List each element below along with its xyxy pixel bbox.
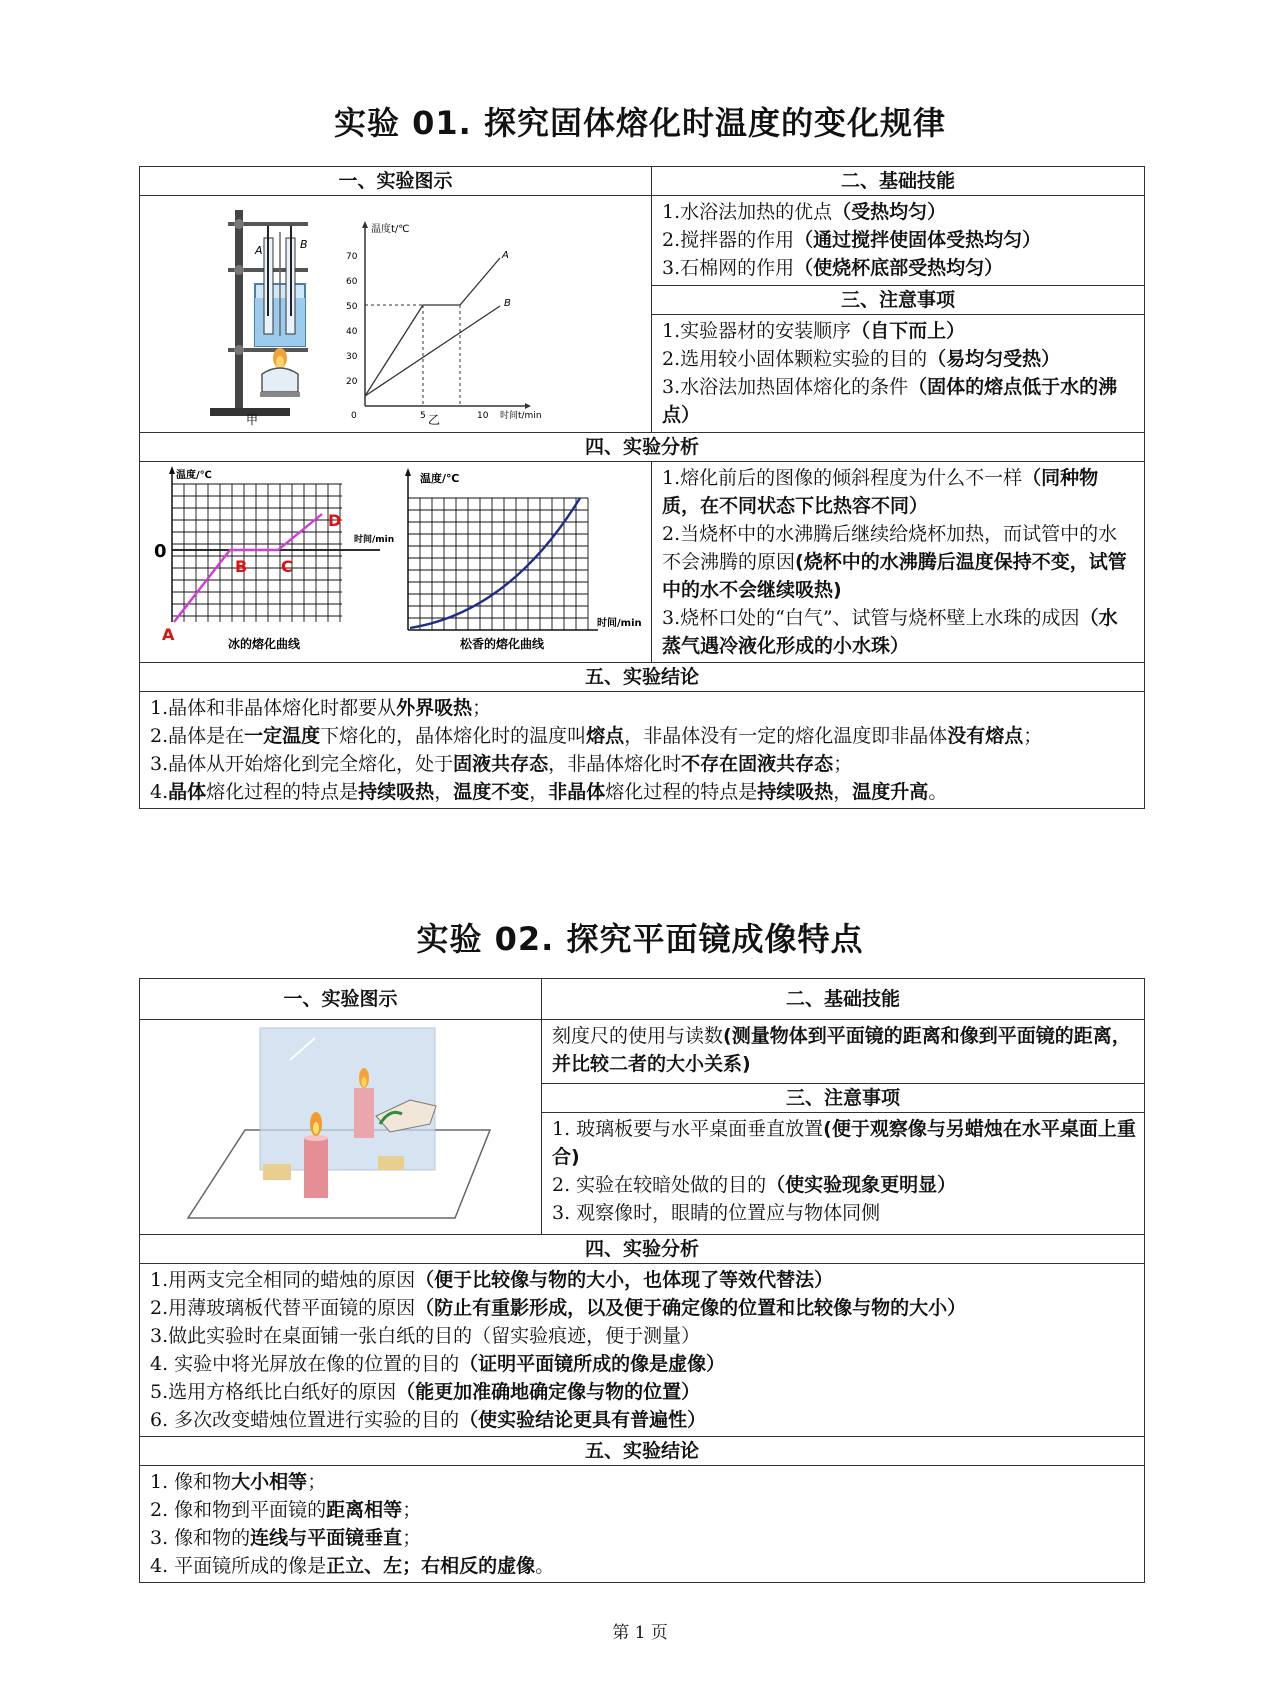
- ice-melting-chart: [154, 466, 394, 651]
- conclusion-item: 3.晶体从开始熔化到完全熔化，处于固液共存态，非晶体熔化时不存在固液共存态；: [150, 753, 853, 775]
- exp2-skill-cell: [542, 1020, 1145, 1084]
- rosin-xlabel: 时间/min: [597, 618, 642, 629]
- rosin-ylabel: 温度/℃: [420, 472, 460, 485]
- ytick: 40: [346, 327, 358, 337]
- line-b: [365, 306, 500, 396]
- exp1-curves-cell: [140, 462, 652, 663]
- exp1-skills-cell: [652, 196, 1145, 286]
- exp2-conclusion-list: [140, 1466, 1144, 1582]
- rosin-curve: [410, 498, 580, 628]
- mirror-experiment-figure: [140, 1020, 540, 1230]
- ice-point-d: D: [328, 511, 342, 530]
- exp1-title: 实验 01. 探究固体熔化时温度的变化规律: [334, 104, 946, 142]
- fig-label-jia: 甲: [246, 413, 259, 427]
- exp2-table: [139, 978, 1145, 1583]
- fig-label-yi: 乙: [428, 413, 441, 427]
- graph-xlabel: 时间t/min: [500, 411, 542, 421]
- glass-plate-icon: [260, 1028, 435, 1170]
- exp2-notes-cell: [542, 1112, 1145, 1234]
- analysis-item: 5.选用方格纸比白纸好的原因（能更加准确地确定像与物的位置）: [150, 1381, 701, 1403]
- analysis-item: 4. 实验中将光屏放在像的位置的目的（证明平面镜所成的像是虚像）: [150, 1353, 726, 1375]
- rosin-melting-chart: [405, 468, 642, 651]
- conclusion-item: 1.晶体和非晶体熔化时都要从外界吸热；: [150, 697, 492, 719]
- ice-ylabel: 温度/℃: [176, 470, 212, 481]
- ice-zero: 0: [154, 541, 167, 562]
- skill-item: 1.水浴法加热的优点（受热均匀）: [662, 201, 947, 223]
- conclusion-item: 2. 像和物到平面镜的距离相等；: [150, 1499, 422, 1521]
- ice-point-b: B: [235, 557, 248, 576]
- note-item: 3.水浴法加热固体熔化的条件（固体的熔点低于水的沸点）: [662, 375, 1118, 426]
- analysis-item: 3.烧杯口处的“白气”、试管与烧杯壁上水珠的成因（水蒸气遇冷液化形成的小水珠）: [662, 607, 1118, 657]
- exp1-analysis-cell: [652, 462, 1145, 663]
- ice-caption: 冰的熔化曲线: [228, 637, 301, 651]
- temp-time-graph: [346, 221, 542, 427]
- line-b-label: B: [504, 298, 511, 309]
- support-block-icon: [263, 1164, 291, 1180]
- analysis-item: 2.当烧杯中的水沸腾后继续给烧杯加热，而试管中的水不会沸腾的原因(烧杯中的水沸腾后温度保持不变，试管中的水不会继续吸热): [662, 523, 1127, 601]
- ice-point-a: A: [162, 625, 175, 644]
- exp2-title: 实验 02. 探究平面镜成像特点: [416, 920, 864, 958]
- note-item: 1. 玻璃板要与水平桌面垂直放置(便于观察像与另蜡烛在水平桌面上重合): [552, 1117, 1136, 1168]
- exp2-analysis-cell: [140, 1264, 1145, 1437]
- analysis-item: 1.用两支完全相同的蜡烛的原因（便于比较像与物的大小，也体现了等效代替法）: [150, 1269, 834, 1291]
- conclusion-item: 4. 平面镜所成的像是正立、左；右相反的虚像。: [150, 1555, 555, 1577]
- exp1-sec5-header: 五、实验结论: [140, 663, 1145, 692]
- ytick: 70: [346, 252, 358, 262]
- exp1-conclusion-cell: [140, 692, 1145, 809]
- xtick: 0: [351, 411, 357, 421]
- exp2-figure-cell: [140, 1020, 542, 1235]
- exp1-table: [139, 166, 1145, 809]
- page-number: 第 1 页: [612, 1623, 668, 1643]
- skill-item: 3.石棉网的作用（使烧杯底部受热均匀）: [662, 257, 1004, 279]
- melting-curves-figure: [140, 462, 650, 656]
- exp1-sec4-header: 四、实验分析: [140, 433, 1145, 462]
- exp1-notes-cell: [652, 314, 1145, 432]
- support-block-icon: [378, 1156, 404, 1170]
- skill-item: 刻度尺的使用与读数(测量物体到平面镜的距离和像到平面镜的距离，并比较二者的大小关系): [552, 1025, 1131, 1075]
- line-a: [365, 258, 500, 396]
- ytick: 30: [346, 352, 358, 362]
- exp2-sec2-header: 二、基础技能: [542, 979, 1145, 1020]
- note-item: 3. 观察像时，眼睛的位置应与物体同侧: [552, 1201, 881, 1224]
- exp2-sec5-header: 五、实验结论: [140, 1437, 1145, 1466]
- exp2-sec3-header: 三、注意事项: [542, 1083, 1145, 1112]
- skill-item: 2.搅拌器的作用（通过搅拌使固体受热均匀）: [662, 229, 1042, 251]
- tube-label-a: A: [255, 244, 263, 257]
- exp1-sec1-header: 一、实验图示: [140, 167, 652, 196]
- analysis-item: 1.熔化前后的图像的倾斜程度为什么不一样（同种物质，在不同状态下比热容不同）: [662, 467, 1099, 517]
- ice-point-c: C: [281, 557, 293, 576]
- exp1-conclusion-list: [140, 692, 1144, 808]
- exp1-figure-cell: [140, 196, 652, 433]
- exp2-sec4-header: 四、实验分析: [140, 1235, 1145, 1264]
- conclusion-item: 4.晶体熔化过程的特点是持续吸热，温度不变，非晶体熔化过程的特点是持续吸热，温度升高。: [150, 781, 948, 803]
- exp1-sec3-header: 三、注意事项: [652, 285, 1145, 314]
- conclusion-item: 2.晶体是在一定温度下熔化的，晶体熔化时的温度叫熔点，非晶体没有一定的熔化温度即非晶体没有熔点；: [150, 725, 1043, 747]
- conclusion-item: 3. 像和物的连线与平面镜垂直；: [150, 1527, 422, 1549]
- graph-ylabel: 温度t/℃: [371, 224, 410, 235]
- xtick: 10: [477, 411, 489, 421]
- ytick: 20: [346, 377, 358, 387]
- ytick: 60: [346, 277, 358, 287]
- burner-icon: [260, 348, 300, 397]
- conclusion-item: 1. 像和物大小相等；: [150, 1471, 327, 1493]
- ytick: 50: [346, 302, 358, 312]
- line-a-label: A: [502, 250, 509, 261]
- analysis-item: 6. 多次改变蜡烛位置进行实验的目的（使实验结论更具有普遍性）: [150, 1409, 707, 1431]
- exp2-sec1-header: 一、实验图示: [140, 979, 542, 1020]
- exp2-conclusion-cell: [140, 1466, 1145, 1583]
- note-item: 1.实验器材的安装顺序（自下而上）: [662, 319, 966, 342]
- analysis-item: 2.用薄玻璃板代替平面镜的原因（防止有重影形成，以及便于确定像的位置和比较像与物的大小）: [150, 1297, 967, 1319]
- note-item: 2.选用较小固体颗粒实验的目的（易均匀受热）: [662, 347, 1061, 370]
- exp1-sec2-header: 二、基础技能: [652, 167, 1145, 196]
- exp1-apparatus-figure: [140, 196, 650, 428]
- xtick: 5: [420, 411, 426, 421]
- rosin-caption: 松香的熔化曲线: [460, 637, 545, 651]
- tube-label-b: B: [300, 238, 308, 251]
- note-item: 2. 实验在较暗处做的目的（使实验现象更明显）: [552, 1173, 957, 1196]
- ice-xlabel: 时间/min: [354, 535, 395, 545]
- analysis-item: 3.做此实验时在桌面铺一张白纸的目的（留实验痕迹，便于测量）: [150, 1325, 701, 1347]
